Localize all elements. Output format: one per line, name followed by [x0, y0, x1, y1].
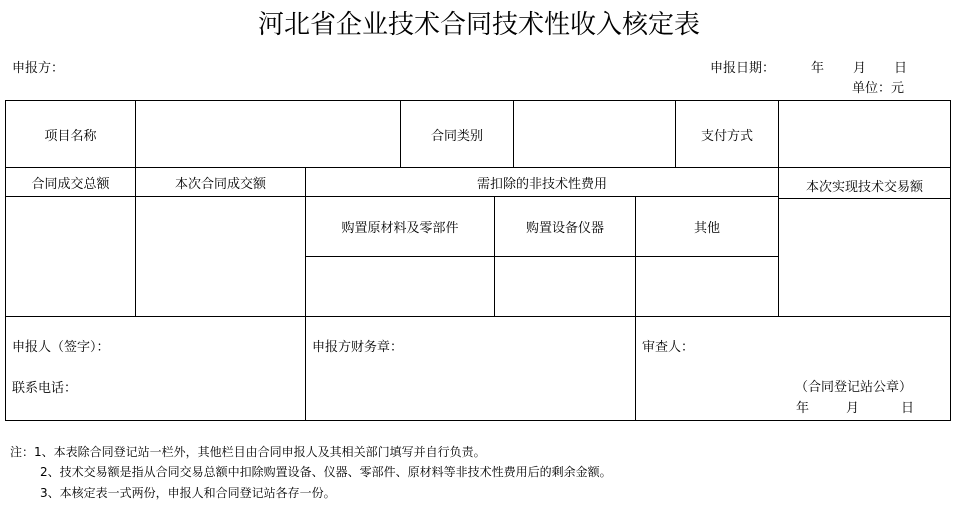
other-label: 其他: [693, 221, 720, 236]
date-year: 年: [811, 61, 825, 76]
table-border-right: [950, 100, 951, 421]
payment-method-label: 支付方式: [700, 128, 753, 144]
date-month: 月: [853, 61, 867, 76]
col-divider-r1a: [135, 100, 136, 167]
col-divider-r5a: [305, 316, 306, 420]
project-name-label: 项目名称: [44, 128, 97, 144]
finance-seal-label: 申报方财务章：: [312, 340, 404, 355]
seal-day: 日: [901, 401, 915, 416]
seal-month: 月: [846, 401, 860, 416]
applicant-label: 申报方：: [12, 61, 65, 76]
reviewer-label: 审查人：: [642, 340, 695, 355]
materials-label: 购置原材料及零部件: [341, 221, 459, 236]
date-label: 申报日期：: [710, 61, 776, 76]
col-divider-r1e: [778, 100, 779, 167]
col-divider-r5b: [635, 316, 636, 420]
note-1: 注：1、本表除合同登记站一栏外，其他栏目由合同申报人及其相关部门填写并自行负责。: [10, 445, 486, 459]
deduct-fees-label: 需扣除的非技术性费用: [476, 176, 607, 192]
note-3: 3、本核定表一式两份，申报人和合同登记站各存一份。: [40, 486, 336, 500]
station-seal-label: （合同登记站公章）: [795, 380, 913, 395]
unit-label: 单位：元: [852, 81, 905, 96]
date-day: 日: [894, 61, 908, 76]
contract-type-label: 合同类别: [430, 128, 483, 144]
row-divider-2b: [778, 198, 951, 199]
row-divider-3: [305, 256, 778, 257]
tech-amount-label: 本次实现技术交易额: [805, 179, 923, 195]
applicant-sign-label: 申报人（签字）：: [12, 340, 110, 355]
page-title: 河北省企业技术合同技术性收入核定表: [257, 10, 700, 40]
phone-label: 联系电话：: [12, 381, 78, 396]
col-divider-r1c: [513, 100, 514, 167]
row-divider-4: [5, 316, 951, 317]
note-2: 2、技术交易额是指从合同交易总额中扣除购置设备、仪器、零部件、原材料等非技术性费用后的剩余金额。: [40, 465, 612, 479]
equipment-label: 购置设备仪器: [525, 221, 604, 236]
this-amount-label: 本次合同成交额: [174, 176, 266, 192]
seal-year: 年: [796, 401, 810, 416]
total-amount-label: 合同成交总额: [31, 176, 110, 192]
table-border-bottom: [5, 420, 951, 421]
